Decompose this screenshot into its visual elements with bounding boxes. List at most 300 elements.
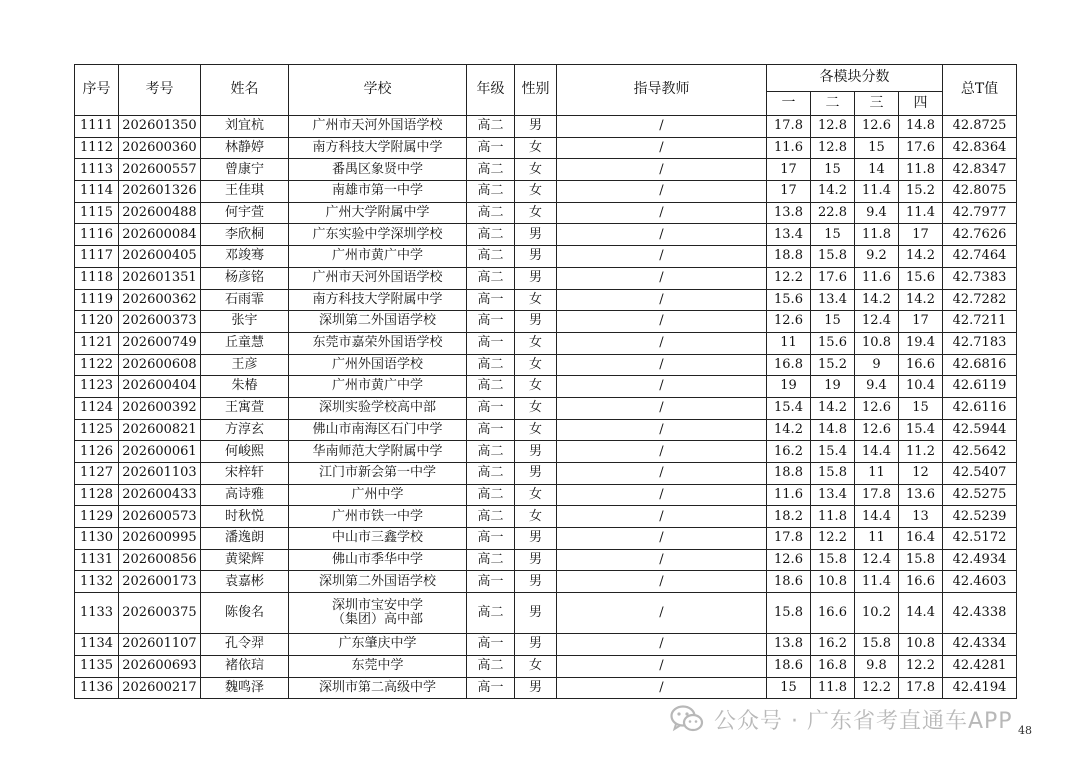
cell-name: 刘宜杭 (201, 116, 289, 138)
cell-exam-no: 202600362 (119, 289, 201, 311)
cell-m4: 16.6 (899, 571, 943, 593)
cell-total: 42.4281 (943, 655, 1017, 677)
cell-school (289, 593, 467, 634)
cell-m4: 19.4 (899, 332, 943, 354)
cell-total: 42.5239 (943, 506, 1017, 528)
cell-seq: 1125 (75, 419, 119, 441)
cell-gender: 女 (515, 655, 557, 677)
cell-name: 石雨霏 (201, 289, 289, 311)
cell-m1: 15.4 (767, 397, 811, 419)
header-grade: 年级 (467, 65, 515, 116)
cell-m2: 22.8 (811, 202, 855, 224)
cell-seq: 1117 (75, 246, 119, 268)
cell-total: 42.7464 (943, 246, 1017, 268)
cell-grade: 高二 (467, 267, 515, 289)
cell-m2: 16.2 (811, 634, 855, 656)
cell-exam-no: 202600749 (119, 332, 201, 354)
cell-m1: 11 (767, 332, 811, 354)
cell-name: 时秋悦 (201, 506, 289, 528)
cell-m2: 11.8 (811, 677, 855, 699)
cell-name: 张宇 (201, 311, 289, 333)
cell-m3: 11.4 (855, 181, 899, 203)
header-seq: 序号 (75, 65, 119, 116)
cell-name: 黄梁辉 (201, 549, 289, 571)
cell-gender: 男 (515, 311, 557, 333)
school-line-2: （集团）高中部 (331, 612, 423, 628)
cell-gender: 男 (515, 634, 557, 656)
cell-teacher: / (557, 463, 767, 485)
cell-teacher: / (557, 549, 767, 571)
table-row (75, 181, 1017, 203)
cell-seq: 1116 (75, 224, 119, 246)
cell-teacher: / (557, 484, 767, 506)
cell-m3: 11.6 (855, 267, 899, 289)
cell-m1: 18.8 (767, 246, 811, 268)
cell-m1: 18.6 (767, 655, 811, 677)
cell-seq: 1120 (75, 311, 119, 333)
cell-m1: 11.6 (767, 137, 811, 159)
table-row (75, 549, 1017, 571)
cell-m2: 14.8 (811, 419, 855, 441)
cell-grade: 高一 (467, 289, 515, 311)
cell-school: 广州市黄广中学 (289, 246, 467, 268)
cell-teacher: / (557, 116, 767, 138)
cell-m3: 14.4 (855, 441, 899, 463)
cell-seq: 1128 (75, 484, 119, 506)
table-row (75, 484, 1017, 506)
cell-seq: 1122 (75, 354, 119, 376)
cell-seq: 1126 (75, 441, 119, 463)
cell-m3: 14 (855, 159, 899, 181)
cell-teacher: / (557, 677, 767, 699)
table-row (75, 224, 1017, 246)
cell-m4: 14.8 (899, 116, 943, 138)
cell-m4: 11.8 (899, 159, 943, 181)
cell-school: 广州大学附属中学 (289, 202, 467, 224)
cell-school: 南雄市第一中学 (289, 181, 467, 203)
cell-name: 朱椿 (201, 376, 289, 398)
table-row (75, 677, 1017, 699)
cell-m2: 14.2 (811, 397, 855, 419)
cell-m1: 14.2 (767, 419, 811, 441)
cell-school: 华南师范大学附属中学 (289, 441, 467, 463)
table-row (75, 116, 1017, 138)
cell-school: 广州市铁一中学 (289, 506, 467, 528)
cell-exam-no: 202600557 (119, 159, 201, 181)
cell-m4: 14.2 (899, 289, 943, 311)
cell-m4: 10.4 (899, 376, 943, 398)
cell-m2: 16.8 (811, 655, 855, 677)
cell-grade: 高二 (467, 376, 515, 398)
cell-m2: 16.6 (811, 593, 855, 634)
cell-m2: 15.2 (811, 354, 855, 376)
cell-name: 林静婷 (201, 137, 289, 159)
cell-seq: 1133 (75, 593, 119, 634)
cell-name: 陈俊名 (201, 593, 289, 634)
cell-exam-no: 202600995 (119, 528, 201, 550)
cell-gender: 男 (515, 528, 557, 550)
table-row (75, 354, 1017, 376)
cell-exam-no: 202600433 (119, 484, 201, 506)
cell-total: 42.4334 (943, 634, 1017, 656)
cell-teacher: / (557, 571, 767, 593)
cell-m1: 18.6 (767, 571, 811, 593)
cell-m2: 13.4 (811, 484, 855, 506)
watermark (670, 702, 1013, 736)
table-row (75, 246, 1017, 268)
cell-m4: 17.6 (899, 137, 943, 159)
cell-total: 42.7626 (943, 224, 1017, 246)
cell-m2: 13.4 (811, 289, 855, 311)
cell-m2: 17.6 (811, 267, 855, 289)
cell-grade: 高一 (467, 311, 515, 333)
header-module-4: 四 (899, 92, 943, 116)
cell-name: 丘童慧 (201, 332, 289, 354)
cell-exam-no: 202600084 (119, 224, 201, 246)
header-teacher: 指导教师 (557, 65, 767, 116)
cell-teacher: / (557, 655, 767, 677)
cell-school: 深圳第二外国语学校 (289, 571, 467, 593)
cell-m4: 10.8 (899, 634, 943, 656)
cell-seq: 1113 (75, 159, 119, 181)
cell-m3: 12.6 (855, 397, 899, 419)
cell-school: 佛山市南海区石门中学 (289, 419, 467, 441)
cell-gender: 女 (515, 289, 557, 311)
cell-total: 42.8364 (943, 137, 1017, 159)
cell-m2: 15.8 (811, 246, 855, 268)
cell-total: 42.6816 (943, 354, 1017, 376)
cell-teacher: / (557, 332, 767, 354)
cell-m4: 15 (899, 397, 943, 419)
cell-name: 杨彦铭 (201, 267, 289, 289)
cell-name: 王寓萱 (201, 397, 289, 419)
cell-teacher: / (557, 311, 767, 333)
cell-m3: 12.6 (855, 419, 899, 441)
cell-m2: 12.2 (811, 528, 855, 550)
cell-m4: 11.2 (899, 441, 943, 463)
cell-grade: 高二 (467, 506, 515, 528)
table-row (75, 634, 1017, 656)
cell-seq: 1119 (75, 289, 119, 311)
cell-m4: 17.8 (899, 677, 943, 699)
cell-m2: 12.8 (811, 116, 855, 138)
cell-teacher: / (557, 224, 767, 246)
cell-gender: 男 (515, 441, 557, 463)
cell-total: 42.4934 (943, 549, 1017, 571)
cell-name: 潘逸朗 (201, 528, 289, 550)
cell-seq: 1135 (75, 655, 119, 677)
cell-gender: 男 (515, 224, 557, 246)
cell-m1: 13.4 (767, 224, 811, 246)
cell-m1: 18.2 (767, 506, 811, 528)
cell-seq: 1127 (75, 463, 119, 485)
header-module-group: 各模块分数 (767, 65, 943, 92)
cell-teacher: / (557, 593, 767, 634)
cell-seq: 1123 (75, 376, 119, 398)
cell-m4: 12 (899, 463, 943, 485)
cell-exam-no: 202601351 (119, 267, 201, 289)
cell-teacher: / (557, 376, 767, 398)
cell-grade: 高一 (467, 397, 515, 419)
header-module-2: 二 (811, 92, 855, 116)
header-module-1: 一 (767, 92, 811, 116)
cell-school: 广州中学 (289, 484, 467, 506)
school-line-1: 深圳市宝安中学 (331, 597, 423, 613)
cell-grade: 高二 (467, 441, 515, 463)
cell-m3: 9.4 (855, 202, 899, 224)
cell-exam-no: 202600061 (119, 441, 201, 463)
header-exam-no: 考号 (119, 65, 201, 116)
cell-school: 东莞中学 (289, 655, 467, 677)
cell-name: 何宇萱 (201, 202, 289, 224)
cell-school: 深圳市第二高级中学 (289, 677, 467, 699)
cell-total: 42.7282 (943, 289, 1017, 311)
cell-total: 42.7183 (943, 332, 1017, 354)
cell-m2: 10.8 (811, 571, 855, 593)
cell-grade: 高一 (467, 571, 515, 593)
cell-grade: 高一 (467, 419, 515, 441)
cell-exam-no: 202600404 (119, 376, 201, 398)
cell-m1: 12.6 (767, 311, 811, 333)
cell-m3: 11 (855, 528, 899, 550)
cell-school: 广州外国语学校 (289, 354, 467, 376)
cell-gender: 女 (515, 354, 557, 376)
cell-gender: 男 (515, 593, 557, 634)
results-table (74, 64, 1017, 699)
cell-school: 广州市黄广中学 (289, 376, 467, 398)
cell-exam-no: 202600217 (119, 677, 201, 699)
cell-m4: 11.4 (899, 202, 943, 224)
cell-m3: 10.8 (855, 332, 899, 354)
wechat-icon (670, 705, 704, 733)
cell-m4: 15.8 (899, 549, 943, 571)
watermark-text: 公众号 · 广东省考直通车APP (714, 708, 1013, 734)
cell-m4: 17 (899, 311, 943, 333)
cell-grade: 高二 (467, 181, 515, 203)
cell-gender: 男 (515, 246, 557, 268)
cell-m3: 10.2 (855, 593, 899, 634)
cell-m1: 12.6 (767, 549, 811, 571)
cell-teacher: / (557, 181, 767, 203)
cell-grade: 高一 (467, 677, 515, 699)
cell-teacher: / (557, 397, 767, 419)
cell-seq: 1130 (75, 528, 119, 550)
cell-m1: 15.6 (767, 289, 811, 311)
cell-school: 佛山市季华中学 (289, 549, 467, 571)
cell-m1: 16.8 (767, 354, 811, 376)
table-row (75, 397, 1017, 419)
cell-m2: 11.8 (811, 506, 855, 528)
cell-gender: 女 (515, 202, 557, 224)
cell-seq: 1124 (75, 397, 119, 419)
cell-seq: 1131 (75, 549, 119, 571)
cell-grade: 高二 (467, 463, 515, 485)
cell-name: 王彦 (201, 354, 289, 376)
cell-total: 42.5642 (943, 441, 1017, 463)
cell-name: 袁嘉彬 (201, 571, 289, 593)
table-row (75, 593, 1017, 634)
cell-exam-no: 202600360 (119, 137, 201, 159)
cell-m3: 11.4 (855, 571, 899, 593)
cell-name: 方淳玄 (201, 419, 289, 441)
cell-total: 42.5944 (943, 419, 1017, 441)
table-row (75, 202, 1017, 224)
cell-m3: 9.2 (855, 246, 899, 268)
cell-total: 42.8347 (943, 159, 1017, 181)
cell-grade: 高二 (467, 224, 515, 246)
cell-m4: 13 (899, 506, 943, 528)
cell-gender: 女 (515, 137, 557, 159)
table-row (75, 376, 1017, 398)
cell-grade: 高二 (467, 484, 515, 506)
table-row (75, 506, 1017, 528)
cell-m3: 14.4 (855, 506, 899, 528)
cell-grade: 高一 (467, 137, 515, 159)
cell-m1: 19 (767, 376, 811, 398)
cell-m4: 14.4 (899, 593, 943, 634)
header-module-3: 三 (855, 92, 899, 116)
cell-teacher: / (557, 267, 767, 289)
cell-m4: 12.2 (899, 655, 943, 677)
cell-school: 广州市天河外国语学校 (289, 267, 467, 289)
cell-seq: 1118 (75, 267, 119, 289)
cell-teacher: / (557, 634, 767, 656)
cell-seq: 1132 (75, 571, 119, 593)
cell-grade: 高二 (467, 116, 515, 138)
cell-gender: 男 (515, 463, 557, 485)
cell-m3: 9.4 (855, 376, 899, 398)
cell-m4: 15.4 (899, 419, 943, 441)
cell-m3: 14.2 (855, 289, 899, 311)
cell-teacher: / (557, 506, 767, 528)
cell-m4: 15.2 (899, 181, 943, 203)
table-row (75, 137, 1017, 159)
cell-name: 宋梓轩 (201, 463, 289, 485)
cell-m3: 12.2 (855, 677, 899, 699)
cell-teacher: / (557, 441, 767, 463)
cell-grade: 高二 (467, 593, 515, 634)
cell-m1: 11.6 (767, 484, 811, 506)
cell-grade: 高二 (467, 202, 515, 224)
table-row (75, 267, 1017, 289)
cell-exam-no: 202601107 (119, 634, 201, 656)
cell-school: 南方科技大学附属中学 (289, 137, 467, 159)
cell-m4: 16.6 (899, 354, 943, 376)
cell-m2: 15.4 (811, 441, 855, 463)
cell-exam-no: 202600693 (119, 655, 201, 677)
cell-grade: 高二 (467, 159, 515, 181)
cell-teacher: / (557, 528, 767, 550)
cell-exam-no: 202601326 (119, 181, 201, 203)
cell-gender: 女 (515, 376, 557, 398)
cell-m1: 15 (767, 677, 811, 699)
cell-seq: 1112 (75, 137, 119, 159)
cell-exam-no: 202600573 (119, 506, 201, 528)
cell-name: 孔令羿 (201, 634, 289, 656)
cell-grade: 高二 (467, 549, 515, 571)
cell-school: 番禺区象贤中学 (289, 159, 467, 181)
cell-total: 42.8725 (943, 116, 1017, 138)
cell-name: 曾康宁 (201, 159, 289, 181)
cell-m3: 17.8 (855, 484, 899, 506)
cell-seq: 1129 (75, 506, 119, 528)
cell-m1: 13.8 (767, 202, 811, 224)
header-total: 总T值 (943, 65, 1017, 116)
cell-grade: 高一 (467, 332, 515, 354)
header-gender: 性别 (515, 65, 557, 116)
cell-seq: 1111 (75, 116, 119, 138)
table-row (75, 571, 1017, 593)
table-row (75, 311, 1017, 333)
cell-school: 南方科技大学附属中学 (289, 289, 467, 311)
cell-gender: 男 (515, 116, 557, 138)
cell-grade: 高二 (467, 354, 515, 376)
cell-total: 42.4338 (943, 593, 1017, 634)
cell-exam-no: 202601350 (119, 116, 201, 138)
cell-m3: 15.8 (855, 634, 899, 656)
cell-exam-no: 202600856 (119, 549, 201, 571)
cell-m2: 15 (811, 224, 855, 246)
cell-m3: 12.6 (855, 116, 899, 138)
cell-seq: 1114 (75, 181, 119, 203)
cell-total: 42.7977 (943, 202, 1017, 224)
cell-m1: 18.8 (767, 463, 811, 485)
table-row (75, 159, 1017, 181)
cell-m1: 17 (767, 159, 811, 181)
cell-m3: 9.8 (855, 655, 899, 677)
cell-m1: 12.2 (767, 267, 811, 289)
cell-seq: 1134 (75, 634, 119, 656)
cell-name: 褚依琂 (201, 655, 289, 677)
cell-total: 42.6116 (943, 397, 1017, 419)
cell-gender: 女 (515, 419, 557, 441)
cell-m3: 12.4 (855, 311, 899, 333)
cell-school: 广州市天河外国语学校 (289, 116, 467, 138)
cell-m4: 17 (899, 224, 943, 246)
cell-school: 深圳第二外国语学校 (289, 311, 467, 333)
table-body (75, 116, 1017, 699)
cell-m4: 14.2 (899, 246, 943, 268)
cell-exam-no: 202601103 (119, 463, 201, 485)
cell-grade: 高二 (467, 246, 515, 268)
cell-teacher: / (557, 202, 767, 224)
cell-m2: 14.2 (811, 181, 855, 203)
cell-total: 42.6119 (943, 376, 1017, 398)
cell-gender: 男 (515, 549, 557, 571)
cell-name: 邓竣骞 (201, 246, 289, 268)
cell-total: 42.7211 (943, 311, 1017, 333)
table-row (75, 463, 1017, 485)
cell-school: 广东肇庆中学 (289, 634, 467, 656)
header-school: 学校 (289, 65, 467, 116)
cell-total: 42.4603 (943, 571, 1017, 593)
cell-seq: 1115 (75, 202, 119, 224)
cell-gender: 女 (515, 332, 557, 354)
cell-seq: 1136 (75, 677, 119, 699)
cell-gender: 男 (515, 267, 557, 289)
cell-m2: 15 (811, 159, 855, 181)
header-name: 姓名 (201, 65, 289, 116)
cell-exam-no: 202600173 (119, 571, 201, 593)
cell-total: 42.5275 (943, 484, 1017, 506)
cell-gender: 男 (515, 677, 557, 699)
cell-exam-no: 202600405 (119, 246, 201, 268)
cell-gender: 女 (515, 159, 557, 181)
cell-total: 42.7383 (943, 267, 1017, 289)
cell-m2: 15 (811, 311, 855, 333)
cell-grade: 高一 (467, 528, 515, 550)
cell-name: 魏鸣泽 (201, 677, 289, 699)
